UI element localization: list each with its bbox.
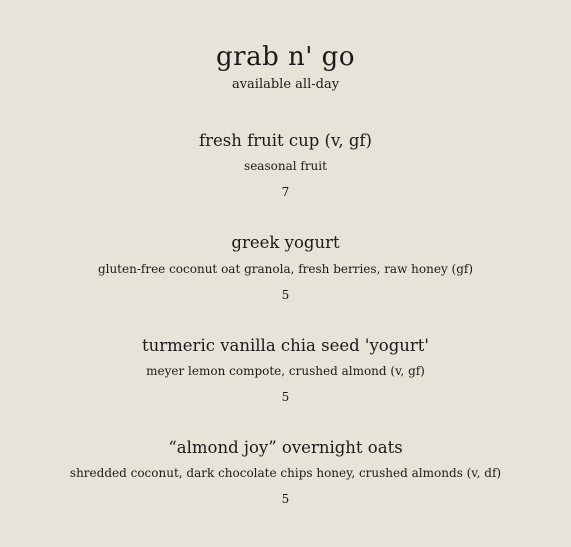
menu-item-name: greek yogurt [231, 233, 340, 252]
menu-item-price: 5 [281, 390, 290, 404]
menu-item-name: fresh fruit cup (v, gf) [199, 131, 372, 150]
menu-item-description: gluten-free coconut oat granola, fresh berries, raw honey (gf) [97, 262, 474, 276]
menu-item-price: 5 [281, 288, 290, 302]
menu-title: grab n' go [216, 42, 355, 72]
menu-item-name: turmeric vanilla chia seed 'yogurt' [142, 336, 429, 355]
menu-subtitle: available all-day [231, 77, 340, 92]
menu-item-description: meyer lemon compote, crushed almond (v, gf) [146, 364, 425, 378]
menu-item-name: “almond joy” overnight oats [168, 438, 403, 457]
menu-item-description: seasonal fruit [244, 159, 327, 173]
menu-item-price: 7 [281, 185, 290, 199]
menu-item-price: 5 [281, 492, 290, 506]
menu-item-description: shredded coconut, dark chocolate chips honey, crushed almonds (v, df) [69, 466, 502, 480]
